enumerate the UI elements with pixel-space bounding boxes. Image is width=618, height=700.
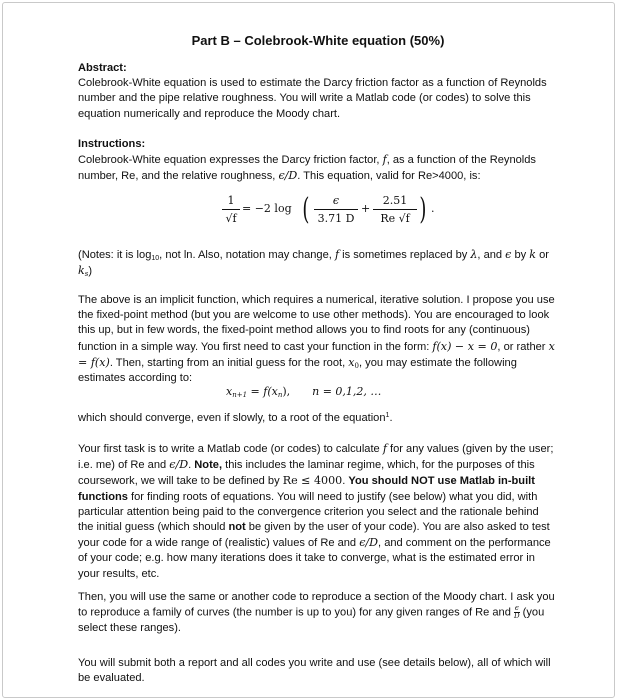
converge-section [78,411,556,426]
method-text: The above is an implicit function, which requires a numerical, iterative solution. I propose you use the fixed-point method (but you are welcome to use other methods). You are encouraged to look this up, but in few words, the fixed-point method allows you to find roots for any (continuous) function in a simple way. You first need to cast your function in the form: f(x) − x = 0, or rather x = f(x). Then, starting from an initial guess for the root, $x_0$, you may estimate the following estimates according to: [78,294,555,385]
plus-sign: + [361,202,371,215]
abstract-section [78,61,556,122]
method-section [78,293,556,386]
equals-log: = −2 log [242,202,292,215]
abstract-text: Colebrook-White equation is used to estimate the Darcy friction factor as a function of Reynolds number and the pipe relative roughness. You will write a Matlab code (or codes) to solve this equation numerically and reproduce the Moody chart. [78,77,547,120]
equation-period: . [431,202,435,215]
footnote-marker: 1 [385,412,390,419]
abstract-heading: Abstract: [78,62,127,74]
submit-text: You will submit both a report and all codes you write and use (see details below), all of which will be evaluated. [78,657,551,685]
instructions-section [78,137,556,185]
task2-section [78,590,556,636]
submit-section [78,656,556,686]
colebrook-equation [222,193,482,233]
reynolds-term: $\frac{2.51}{Re √f}$ [373,193,417,226]
instructions-heading: Instructions: [78,138,146,150]
task1-section [78,441,556,582]
lhs-fraction: $\frac{1}{√f}$ [222,193,240,226]
task2-text: Then, you will use the same or another code to reproduce a section of the Moody chart. I ask you to reproduce a family of curves (the number is up to you) for any given ranges of Re and $\frac{\epsilon}{D}$ (you select these ranges). [78,591,555,634]
left-paren: ( [302,192,310,227]
eps-over-d-fraction: $\frac{\epsilon}{D}$ [513,604,520,621]
instructions-intro: Colebrook-White equation expresses the Darcy friction factor, f, as a function of the Reynolds number, Re, and the relative roughness, ϵ/D. This equation, valid for Re>4000, is: [78,153,536,183]
converge-text: which should converge, even if slowly, to a root of the equation$^1$. [78,412,393,424]
task1-text: Your first task is to write a Matlab code (or codes) to calculate f for any values (given by the user; i.e. me) of Re and ϵ/D. Note, this includes the laminar regime, which, for the purposes of this coursework, we will take to be defined by Re ≤ 4000. You should NOT use Matlab in-built functions for finding roots of equations. You will need to justify (see below) what you did, with particular attention being paid to the convergence criterion you select and the rationale behind the initial guess (which should not be given by the user of your code). You are also asked to test your code for a wide range of (realistic) values of Re and ϵ/D, and comment on the performance of your code; e.g. how many iterations does it take to converge, what is the estimated error in your results, etc. [78,442,554,580]
notes-text: (Notes: it is $\log_{10}$, not ln. Also, notation may change, f is sometimes replaced by λ, and ϵ by k or $k_s$) [78,248,549,279]
notes-section [78,247,556,279]
iteration-formula: $x_{n+1} = f(x_n)$, n = 0,1,2, … [226,385,382,399]
right-paren: ) [419,192,427,227]
roughness-term: $\frac{\epsilon}{3.71 D}$ [314,193,358,226]
page-title: Part B – Colebrook-White equation (50%) [191,33,445,48]
